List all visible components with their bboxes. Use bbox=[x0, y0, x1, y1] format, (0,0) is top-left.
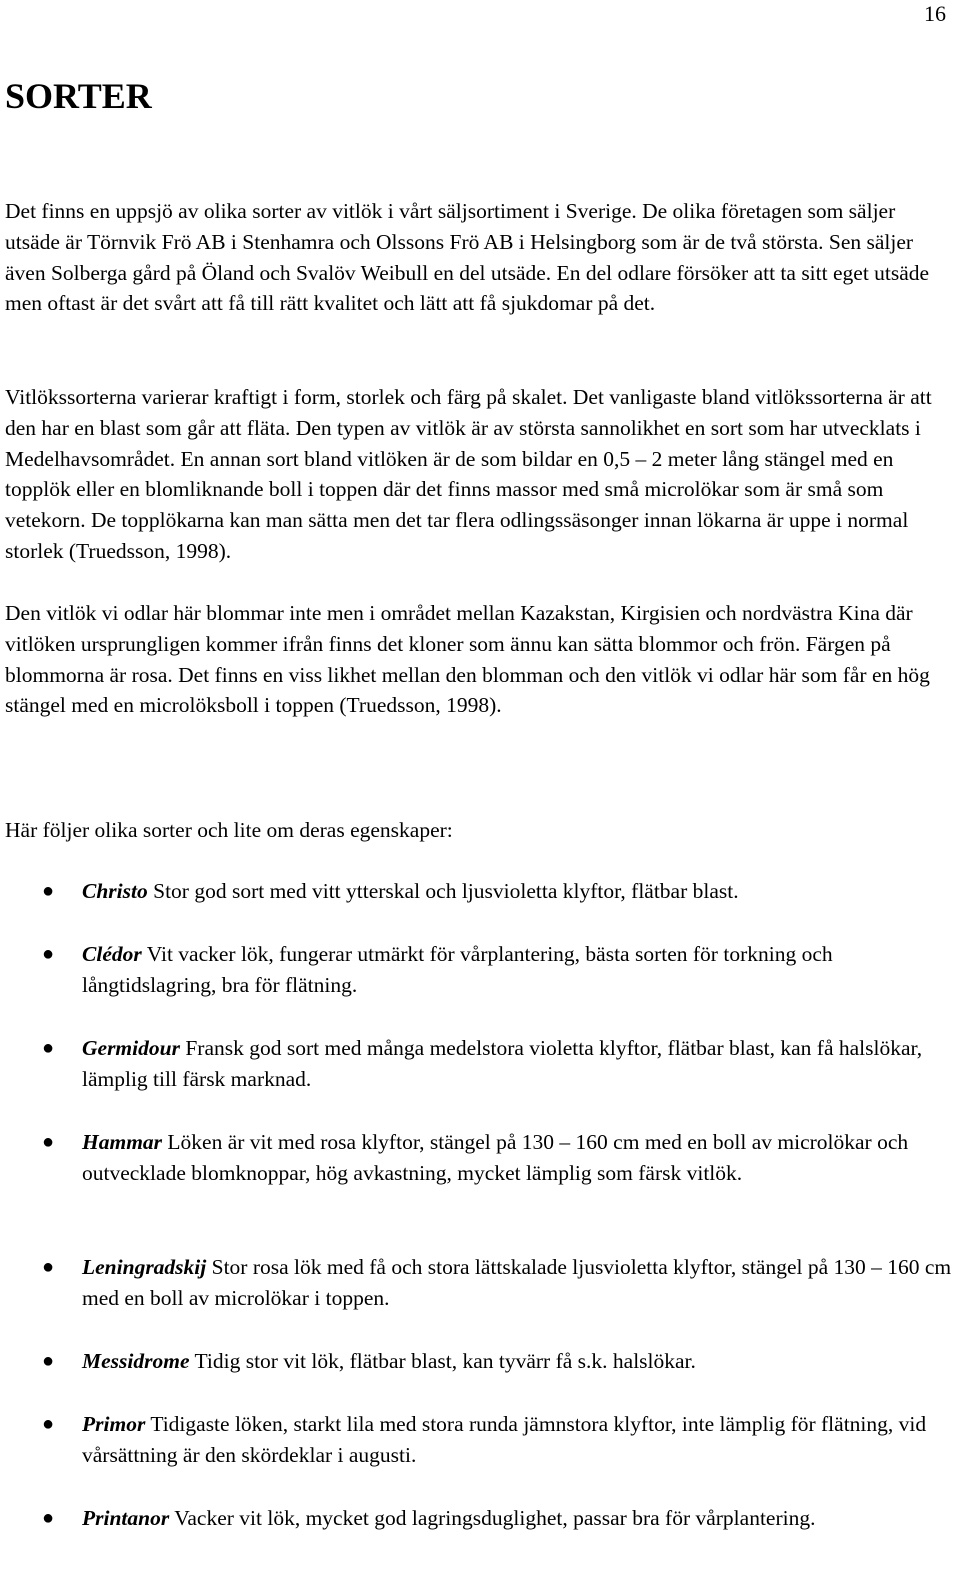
paragraph-text: Den vitlök vi odlar här blommar inte men i området mellan Kazakstan, Kirgisien och nordvästra Kina där vitlöken ursprungligen kommer ifrån finns det kloner som ännu kan sätta blommor och frön. Färgen på blommorna är rosa. Det finns en viss likhet mellan den blomman och den vitlök vi odlar här som får en hög stängel med en microlöksboll i toppen (Truedsson, 1998). bbox=[5, 601, 930, 718]
variety-item-cledor bbox=[0, 939, 955, 1033]
variety-description: Vacker vit lök, mycket god lagringsduglighet, passar bra för vårplantering. bbox=[174, 1506, 816, 1530]
intro-paragraph-2 bbox=[5, 382, 945, 567]
variety-name: Christo bbox=[82, 879, 148, 903]
bullet-icon: ● bbox=[42, 943, 55, 965]
variety-item-hammar bbox=[0, 1127, 955, 1252]
variety-item-christo bbox=[0, 876, 955, 939]
variety-description: Fransk god sort med många medelstora violetta klyftor, flätbar blast, kan få halslökar, lämplig till färsk marknad. bbox=[82, 1036, 923, 1091]
variety-item-primor bbox=[0, 1409, 955, 1503]
variety-name: Germidour bbox=[82, 1036, 180, 1060]
variety-description: Löken är vit med rosa klyftor, stängel på 130 – 160 cm med en boll av microlökar och outvecklade blomknoppar, hög avkastning, mycket lämplig som färsk vitlök. bbox=[82, 1130, 909, 1185]
bullet-icon: ● bbox=[42, 880, 55, 902]
bullet-icon: ● bbox=[42, 1413, 55, 1435]
variety-name: Leningradskij bbox=[82, 1255, 207, 1279]
bullet-icon: ● bbox=[42, 1037, 55, 1059]
paragraph-text: Det finns en uppsjö av olika sorter av vitlök i vårt säljsortiment i Sverige. De olika företagen som säljer utsäde är Törnvik Frö AB i Stenhamra och Olssons Frö AB i Helsingborg som är de två största. Sen säljer även Solberga gård på Öland och Svalöv Weibull en del utsäde. En del odlare försöker att ta sitt eget utsäde men oftast är det svårt att få till rätt kvalitet och lätt att få sjukdomar på det. bbox=[5, 199, 930, 316]
list-intro: Här följer olika sorter och lite om deras egenskaper: bbox=[5, 818, 453, 842]
variety-item-messidrome bbox=[0, 1346, 955, 1409]
variety-list bbox=[0, 876, 955, 1565]
variety-name: Clédor bbox=[82, 942, 142, 966]
variety-description: Tidig stor vit lök, flätbar blast, kan tyvärr få s.k. halslökar. bbox=[194, 1349, 696, 1373]
variety-name: Messidrome bbox=[82, 1349, 190, 1373]
paragraph-text: Vitlökssorterna varierar kraftigt i form, storlek och färg på skalet. Det vanligaste bland vitlökssorterna är att den har en blast som går att fläta. Den typen av vitlök är av största sannolikhet en sort som har utvecklats i Medelhavsområdet. En annan sort bland vitlöken är de som bildar en 0,5 – 2 meter lång stängel med en topplök eller en blomliknande boll i toppen där det finns massor med små microlökar som är små som vetekorn. De topplökarna kan man sätta men det tar flera odlingssäsonger innan lökarna är uppe i normal storlek (Truedsson, 1998). bbox=[5, 385, 932, 563]
bullet-icon: ● bbox=[42, 1131, 55, 1153]
page-number: 16 bbox=[924, 1, 946, 26]
page-title: SORTER bbox=[5, 76, 152, 116]
variety-description: Tidigaste löken, starkt lila med stora runda jämnstora klyftor, inte lämplig för flätning, vid vårsättning är den skördeklar i augusti. bbox=[82, 1412, 927, 1467]
intro-paragraph-3 bbox=[5, 598, 945, 721]
variety-item-printanor bbox=[0, 1503, 955, 1565]
bullet-icon: ● bbox=[42, 1350, 55, 1372]
variety-name: Primor bbox=[82, 1412, 146, 1436]
variety-item-leningradskij bbox=[0, 1252, 955, 1346]
variety-description: Vit vacker lök, fungerar utmärkt för vårplantering, bästa sorten för torkning och långtidslagring, bra för flätning. bbox=[82, 942, 833, 997]
variety-description: Stor rosa lök med få och stora lättskalade ljusvioletta klyftor, stängel på 130 – 160 cm med en boll av microlökar i toppen. bbox=[82, 1255, 952, 1310]
variety-name: Printanor bbox=[82, 1506, 170, 1530]
bullet-icon: ● bbox=[42, 1507, 55, 1529]
variety-name: Hammar bbox=[82, 1130, 163, 1154]
bullet-icon: ● bbox=[42, 1256, 55, 1278]
variety-description: Stor god sort med vitt ytterskal och ljusvioletta klyftor, flätbar blast. bbox=[153, 879, 739, 903]
variety-item-germidour bbox=[0, 1033, 955, 1127]
intro-paragraph-1 bbox=[5, 196, 945, 319]
